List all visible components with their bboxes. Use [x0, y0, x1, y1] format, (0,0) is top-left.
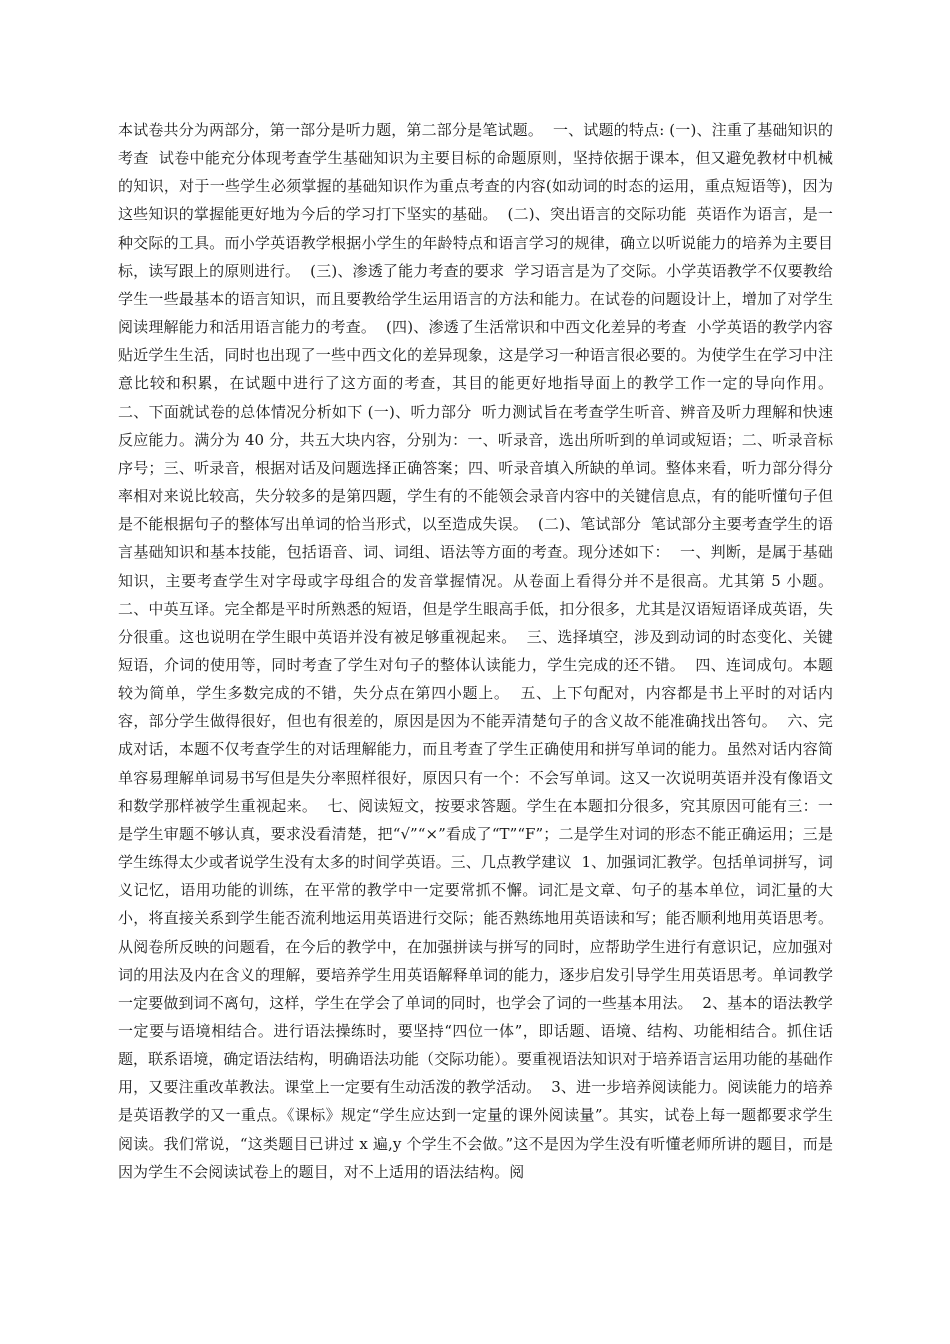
document-body-text: 本试卷共分为两部分，第一部分是听力题，第二部分是笔试题。 一、试题的特点: (一)、注重了基础知识的考查 试卷中能充分体现考查学生基础知识为主要目标的命题原则，坚持依据于课本，但又避免教材中机械的知识，对于一些学生必须掌握的基础知识作为重点考查的内容(如动词的时态的运用，重点短语等)，因为这些知识的掌握能更好地为今后的学习打下坚实的基础。 (二)、突出语言的交际功能 英语作为语言，是一种交际的工具。而小学英语教学根据小学生的年龄特点和语言学习的规律，确立以听说能力的培养为主要目标，读写跟上的原则进行。 (三)、渗透了能力考查的要求 学习语言是为了交际。小学英语教学不仅要教给学生一些最基本的语言知识，而且要教给学生运用语言的方法和能力。在试卷的问题设计上，增加了对学生阅读理解能力和活用语言能力的考查。 (四)、渗透了生活常识和中西文化差异的考查 小学英语的教学内容贴近学生生活，同时也出现了一些中西文化的差异现象，这是学习一种语言很必要的。为使学生在学习中注意比较和积累，在试题中进行了这方面的考查，其目的能更好地指导面上的教学工作一定的导向作用。 二、下面就试卷的总体情况分析如下 (一)、听力部分 听力测试旨在考查学生听音、辨音及听力理解和快速反应能力。满分为 40 分，共五大块内容，分别为：一、听录音，选出所听到的单词或短语；二、听录音标序号；三、听录音，根据对话及问题选择正确答案；四、听录音填入所缺的单词。整体来看，听力部分得分率相对来说比较高，失分较多的是第四题，学生有的不能领会录音内容中的关键信息点，有的能听懂句子但是不能根据句子的整体写出单词的恰当形式，以至造成失误。 (二)、笔试部分 笔试部分主要考查学生的语言基础知识和基本技能，包括语音、词、词组、语法等方面的考查。现分述如下： 一、判断，是属于基础知识，主要考查学生对字母或字母组合的发音掌握情况。从卷面上看得分并不是很高。尤其第 5 小题。 二、中英互译。完全都是平时所熟悉的短语，但是学生眼高手低，扣分很多，尤其是汉语短语译成英语，失分很重。这也说明在学生眼中英语并没有被足够重视起来。 三、选择填空，涉及到动词的时态变化、关键短语，介词的使用等，同时考查了学生对句子的整体认读能力，学生完成的还不错。 四、连词成句。本题较为简单，学生多数完成的不错，失分点在第四小题上。 五、上下句配对，内容都是书上平时的对话内容，部分学生做得很好，但也有很差的，原因是因为不能弄清楚句子的含义故不能准确找出答句。 六、完成对话，本题不仅考查学生的对话理解能力，而且考查了学生正确使用和拼写单词的能力。虽然对话内容简单容易理解单词易书写但是失分率照样很好，原因只有一个：不会写单词。这又一次说明英语并没有像语文和数学那样被学生重视起来。 七、阅读短文，按要求答题。学生在本题扣分很多，究其原因可能有三：一是学生审题不够认真，要求没看清楚，把“√”“×”看成了“T”“F”；二是学生对词的形态不能正确运用；三是学生练得太少或者说学生没有太多的时间学英语。三、几点教学建议 1、加强词汇教学。包括单词拼写，词义记忆，语用功能的训练，在平常的教学中一定要常抓不懈。词汇是文章、句子的基本单位，词汇量的大小，将直接关系到学生能否流利地运用英语进行交际；能否熟练地用英语读和写；能否顺利地用英语思考。从阅卷所反映的问题看，在今后的教学中，在加强拼读与拼写的同时，应帮助学生进行有意识记，应加强对词的用法及内在含义的理解，要培养学生用英语解释单词的能力，逐步启发引导学生用英语思考。单词教学一定要做到词不离句，这样，学生在学会了单词的同时，也学会了词的一些基本用法。 2、基本的语法教学一定要与语境相结合。进行语法操练时，要坚持“四位一体”，即话题、语境、结构、功能相结合。抓住话题，联系语境，确定语法结构，明确语法功能（交际功能）。要重视语法知识对于培养语言运用功能的基础作用，又要注重改革教法。课堂上一定要有生动活泼的教学活动。 3、进一步培养阅读能力。阅读能力的培养是英语教学的又一重点。《课标》规定“学生应达到一定量的课外阅读量”。其实，试卷上每一题都要求学生阅读。我们常说，“这类题目已讲过 x 遍,y 个学生不会做。”这不是因为学生没有听懂老师所讲的题目，而是因为学生不会阅读试卷上的题目，对不上适用的语法结构。阅: [118, 121, 843, 1181]
